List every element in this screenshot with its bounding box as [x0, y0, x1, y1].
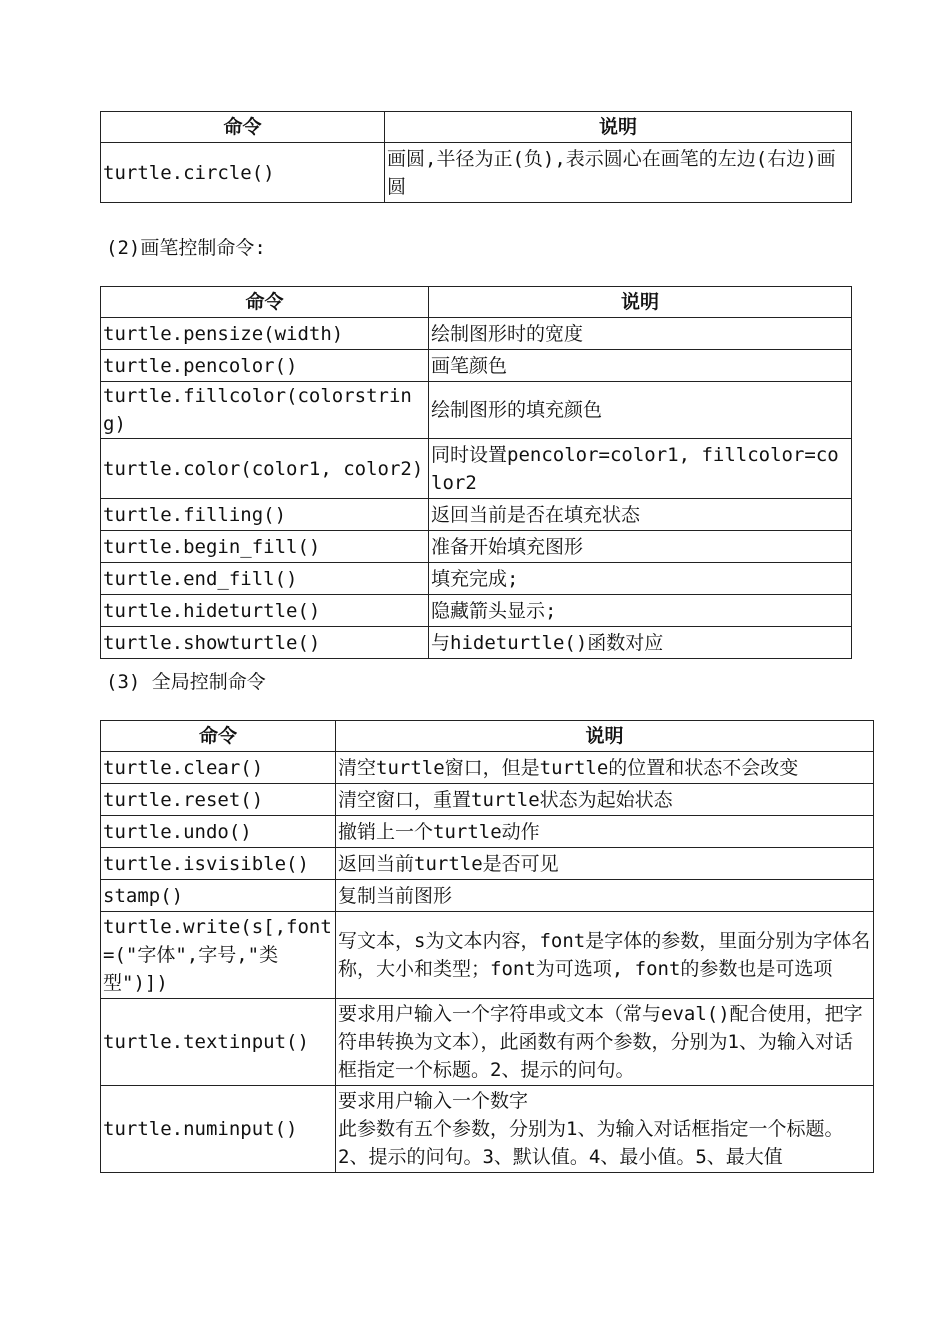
column-header-command: 命令: [101, 721, 336, 752]
description-cell: 清空窗口，重置turtle状态为起始状态: [336, 784, 874, 816]
column-header-command: 命令: [101, 112, 385, 143]
command-cell: turtle.filling(): [101, 499, 429, 531]
column-header-description: 说明: [336, 721, 874, 752]
table-row: [101, 880, 874, 912]
description-cell: 画笔颜色: [429, 350, 852, 382]
description-cell: 要求用户输入一个字符串或文本（常与eval()配合使用，把字符串转换为文本），此函数有两个参数，分别为1、为输入对话框指定一个标题。2、提示的问句。: [336, 999, 874, 1086]
command-cell: turtle.numinput(): [101, 1086, 336, 1173]
command-cell: turtle.pensize(width): [101, 318, 429, 350]
description-cell: 复制当前图形: [336, 880, 874, 912]
description-cell: 与hideturtle()函数对应: [429, 627, 852, 659]
column-header-description: 说明: [385, 112, 852, 143]
description-cell: 同时设置pencolor=color1, fillcolor=color2: [429, 439, 852, 499]
table-row: [101, 752, 874, 784]
column-header-description: 说明: [429, 287, 852, 318]
column-header-command: 命令: [101, 287, 429, 318]
table-row: [101, 816, 874, 848]
description-cell: 填充完成;: [429, 563, 852, 595]
table-row: [101, 627, 852, 659]
command-cell: turtle.isvisible(): [101, 848, 336, 880]
table-row: [101, 382, 852, 439]
description-cell: 绘制图形的填充颜色: [429, 382, 852, 439]
command-cell: turtle.textinput(): [101, 999, 336, 1086]
command-cell: turtle.begin_fill(): [101, 531, 429, 563]
description-cell: 隐藏箭头显示;: [429, 595, 852, 627]
table-pen-control: [100, 286, 852, 659]
description-cell: 返回当前turtle是否可见: [336, 848, 874, 880]
table-row: [101, 143, 852, 203]
section-heading-pen-control: (2)画笔控制命令:: [106, 237, 266, 259]
table-row: [101, 499, 852, 531]
command-cell: turtle.reset(): [101, 784, 336, 816]
command-cell: turtle.undo(): [101, 816, 336, 848]
command-cell: turtle.write(s[,font=("字体",字号,"类型")]): [101, 912, 336, 999]
table-row: [101, 350, 852, 382]
table-row: [101, 1086, 874, 1173]
command-cell: turtle.showturtle(): [101, 627, 429, 659]
table-circle-command: [100, 111, 852, 203]
command-cell: turtle.clear(): [101, 752, 336, 784]
description-cell: 绘制图形时的宽度: [429, 318, 852, 350]
table-row: [101, 784, 874, 816]
table-row: [101, 318, 852, 350]
command-cell: turtle.color(color1, color2): [101, 439, 429, 499]
command-cell: turtle.fillcolor(colorstring): [101, 382, 429, 439]
command-cell: stamp(): [101, 880, 336, 912]
table-row: [101, 912, 874, 999]
description-cell: 清空turtle窗口，但是turtle的位置和状态不会改变: [336, 752, 874, 784]
table-row: [101, 531, 852, 563]
description-cell: 返回当前是否在填充状态: [429, 499, 852, 531]
table-global-control: [100, 720, 874, 1173]
section-heading-global-control: (3) 全局控制命令: [106, 671, 266, 693]
table-row: [101, 563, 852, 595]
command-cell: turtle.pencolor(): [101, 350, 429, 382]
table-row: [101, 999, 874, 1086]
description-cell: 画圆,半径为正(负),表示圆心在画笔的左边(右边)画圆: [385, 143, 852, 203]
table-row: [101, 848, 874, 880]
description-cell: 准备开始填充图形: [429, 531, 852, 563]
table-row: [101, 595, 852, 627]
table-row: [101, 439, 852, 499]
command-cell: turtle.circle(): [101, 143, 385, 203]
description-cell: 撤销上一个turtle动作: [336, 816, 874, 848]
description-cell: 写文本，s为文本内容，font是字体的参数，里面分别为字体名称，大小和类型；font为可选项, font的参数也是可选项: [336, 912, 874, 999]
command-cell: turtle.end_fill(): [101, 563, 429, 595]
command-cell: turtle.hideturtle(): [101, 595, 429, 627]
description-cell: 要求用户输入一个数字 此参数有五个参数，分别为1、为输入对话框指定一个标题。2、提示的问句。3、默认值。4、最小值。5、最大值: [336, 1086, 874, 1173]
